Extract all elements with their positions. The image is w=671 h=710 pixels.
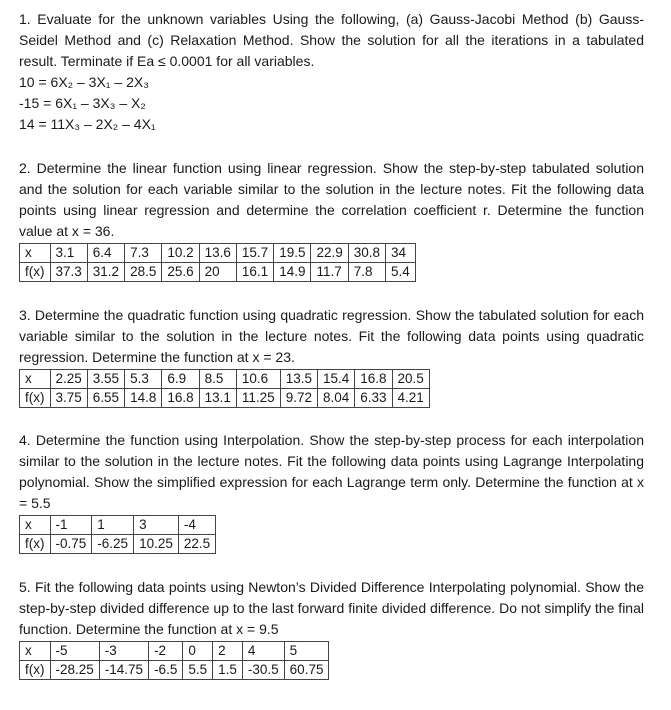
table-cell: -2 [149, 642, 183, 661]
table-cell: 3.75 [50, 389, 87, 408]
row-header: x [20, 516, 51, 535]
equation-2: -15 = 6X₁ – 3X₃ – X₂ [19, 95, 146, 111]
table-row-x [20, 642, 329, 661]
question-1-text: 1. Evaluate for the unknown variables Using the following, (a) Gauss-Jacobi Method (b) Gauss-Seidel Method and (c) Relaxation Method. Show the solution for all the iterations in a tabulated result. Terminate if Ea ≤ 0.0001 for all variables. [19, 11, 644, 69]
table-cell: 16.1 [236, 263, 273, 282]
table-cell: 14.8 [125, 389, 162, 408]
table-cell: 15.4 [317, 370, 354, 389]
table-cell: 5.4 [386, 263, 416, 282]
row-header: f(x) [20, 263, 51, 282]
question-3-text: 3. Determine the quadratic function using quadratic regression. Show the tabulated solution for each variable similar to the solution in the lecture notes. Fit the following data points using quadratic regression. Determine the function at x = 23. [19, 307, 644, 365]
question-2 [19, 158, 644, 282]
table-cell: 19.5 [274, 244, 311, 263]
table-cell: 2.25 [50, 370, 87, 389]
table-cell: -30.5 [242, 661, 284, 680]
table-row-x [20, 244, 416, 263]
table-cell: 25.6 [162, 263, 199, 282]
row-header: f(x) [20, 389, 51, 408]
table-row-fx [20, 263, 416, 282]
table-cell: 4 [242, 642, 284, 661]
table-cell: 2 [213, 642, 243, 661]
table-cell: -4 [178, 516, 215, 535]
table-cell: -0.75 [50, 535, 92, 554]
table-cell: 9.72 [280, 389, 317, 408]
table-cell: -14.75 [99, 661, 148, 680]
table-cell: 3 [134, 516, 179, 535]
table-row-x [20, 516, 216, 535]
table-cell: 5 [284, 642, 329, 661]
table-cell: 7.3 [125, 244, 162, 263]
table-cell: -6.5 [149, 661, 183, 680]
table-cell: 30.8 [348, 244, 385, 263]
row-header: x [20, 642, 51, 661]
question-4 [19, 430, 644, 554]
question-4-text: 4. Determine the function using Interpolation. Show the step-by-step process for each interpolation similar to the solution in the lecture notes. Fit the following data points using Lagrange Interpolating polynomial. Show the simplified expression for each Lagrange term only. Determine the function at x = 5.5 [19, 432, 644, 511]
table-cell: 22.9 [311, 244, 348, 263]
table-cell: 10.6 [236, 370, 280, 389]
table-cell: 10.25 [134, 535, 179, 554]
data-table [19, 641, 329, 680]
table-cell: 1 [92, 516, 134, 535]
data-table [19, 243, 416, 282]
row-header: x [20, 244, 51, 263]
table-cell: 34 [386, 244, 416, 263]
table-cell: 14.9 [274, 263, 311, 282]
table-cell: 6.55 [87, 389, 124, 408]
table-cell: 3.1 [50, 244, 87, 263]
table-cell: 22.5 [178, 535, 215, 554]
table-cell: 20.5 [392, 370, 429, 389]
table-cell: 15.7 [236, 244, 273, 263]
table-cell: 1.5 [213, 661, 243, 680]
row-header: f(x) [20, 661, 51, 680]
table-cell: 16.8 [162, 389, 199, 408]
table-cell: 37.3 [50, 263, 87, 282]
table-cell: -1 [50, 516, 92, 535]
equation-1: 10 = 6X₂ – 3X₁ – 2X₃ [19, 74, 149, 90]
table-cell: 8.04 [317, 389, 354, 408]
table-cell: 5.3 [125, 370, 162, 389]
table-cell: 10.2 [162, 244, 199, 263]
table-cell: 11.7 [311, 263, 348, 282]
table-cell: 20 [199, 263, 236, 282]
table-cell: 16.8 [355, 370, 392, 389]
table-cell: -6.25 [92, 535, 134, 554]
equation-3: 14 = 11X₃ – 2X₂ – 4X₁ [19, 116, 156, 132]
table-cell: -5 [50, 642, 99, 661]
table-cell: 8.5 [199, 370, 236, 389]
table-cell: 11.25 [236, 389, 280, 408]
table-row-fx [20, 389, 430, 408]
table-cell: 4.21 [392, 389, 429, 408]
table-cell: 6.9 [162, 370, 199, 389]
table-cell: 7.8 [348, 263, 385, 282]
table-cell: -3 [99, 642, 148, 661]
row-header: x [20, 370, 51, 389]
table-cell: 0 [183, 642, 213, 661]
table-cell: 60.75 [284, 661, 329, 680]
row-header: f(x) [20, 535, 51, 554]
table-cell: 13.5 [280, 370, 317, 389]
table-cell: -28.25 [50, 661, 99, 680]
question-5-text: 5. Fit the following data points using Newton’s Divided Difference Interpolating polynomial. Show the step-by-step divided difference up to the last forward finite divided difference. Do not simplify the final function. Determine the function at x = 9.5 [19, 579, 644, 637]
data-table [19, 369, 430, 408]
table-row-fx [20, 661, 329, 680]
table-cell: 28.5 [125, 263, 162, 282]
table-cell: 6.33 [355, 389, 392, 408]
table-row-x [20, 370, 430, 389]
question-5 [19, 577, 644, 680]
question-1 [19, 9, 644, 135]
table-cell: 13.1 [199, 389, 236, 408]
table-cell: 31.2 [87, 263, 124, 282]
question-2-text: 2. Determine the linear function using linear regression. Show the step-by-step tabulated solution and the solution for each variable similar to the solution in the lecture notes. Fit the following data points using linear regression and determine the correlation coefficient r. Determine the function value at x = 36. [19, 160, 644, 239]
table-cell: 3.55 [87, 370, 124, 389]
table-row-fx [20, 535, 216, 554]
data-table [19, 515, 216, 554]
table-cell: 13.6 [199, 244, 236, 263]
question-3 [19, 305, 644, 408]
table-cell: 6.4 [87, 244, 124, 263]
table-cell: 5.5 [183, 661, 213, 680]
